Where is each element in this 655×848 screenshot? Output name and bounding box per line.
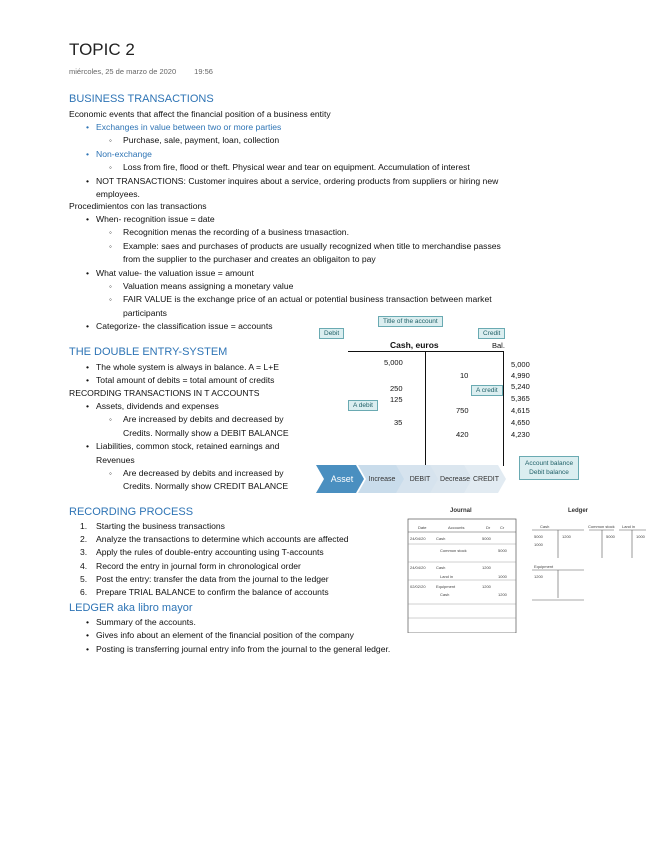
heading-ledger: LEDGER aka libro mayor bbox=[69, 602, 193, 614]
list-item: • Total amount of debits = total amount of credits bbox=[69, 374, 279, 387]
list-item: • Non-exchange bbox=[69, 148, 498, 161]
debit-entry: 35 bbox=[394, 418, 403, 427]
journal-cell: Cash bbox=[436, 536, 446, 541]
ledger-value: 5000 bbox=[606, 534, 615, 539]
recording-step: 3. Apply the rules of double-entry accounting using T-accounts bbox=[80, 547, 324, 558]
list-item-continued: Credits. Normally show CREDIT BALANCE bbox=[123, 481, 289, 492]
list-item-continued: Credits. Normally show a DEBIT BALANCE bbox=[123, 427, 289, 438]
running-balance: 4,230 bbox=[511, 430, 530, 439]
callout-account-balance-line1: Account balance bbox=[525, 460, 574, 467]
list-item: ◦ Recognition menas the recording of a business trnasaction. bbox=[69, 226, 501, 239]
heading-business-transactions: BUSINESS TRANSACTIONS bbox=[69, 93, 214, 105]
business-list bbox=[69, 121, 498, 201]
t-vertical-line bbox=[425, 351, 426, 466]
journal-cell: 5000 bbox=[498, 548, 507, 553]
list-item: ◦ Valuation means assigning a monetary value bbox=[69, 280, 501, 293]
recording-step: 1. Starting the business transactions bbox=[80, 521, 225, 531]
list-item: • The whole system is always in balance. A = L+E bbox=[69, 361, 279, 374]
recording-step-text: Apply the rules of double-entry accounting using T-accounts bbox=[96, 547, 324, 558]
flow-step-increase: Increase bbox=[368, 475, 396, 483]
procedures-label: Procedimientos con las transactions bbox=[69, 201, 207, 211]
callout-account-balance-line2: Debit balance bbox=[529, 469, 569, 476]
page-time: 19:56 bbox=[194, 67, 213, 76]
list-item: ◦ FAIR VALUE is the exchange price of an actual or potential business transaction between market bbox=[69, 293, 501, 306]
list-item: ◦ Are increased by debits and decreased by bbox=[69, 413, 289, 426]
page-meta bbox=[69, 67, 213, 76]
running-balance: 5,240 bbox=[511, 382, 530, 391]
list-item: • NOT TRANSACTIONS: Customer inquires about a service, ordering products from suppliers or hiring new bbox=[69, 175, 498, 188]
journal-cell: 02/02/20 bbox=[410, 584, 426, 589]
journal-cell: Land in bbox=[440, 574, 454, 579]
list-item: • Categorize- the classification issue = accounts bbox=[69, 320, 501, 333]
list-item-continued: Revenues bbox=[96, 454, 135, 465]
flow-step-decrease: Decrease bbox=[440, 475, 470, 483]
recording-step: 6. Prepare TRIAL BALANCE to confirm the balance of accounts bbox=[80, 587, 329, 598]
running-balance: 5,365 bbox=[511, 394, 530, 403]
recording-step-text: Post the entry: transfer the data from the journal to the ledger bbox=[96, 573, 329, 584]
journal-cell: 1200 bbox=[482, 584, 491, 589]
callout-title-of-account: Title of the account bbox=[378, 316, 443, 327]
list-item: • Assets, dividends and expenses bbox=[69, 400, 289, 413]
ledger-label: Ledger bbox=[568, 508, 589, 514]
heading-double-entry: THE DOUBLE ENTRY-SYSTEM bbox=[69, 346, 228, 358]
callout-debit: Debit bbox=[319, 328, 344, 339]
recording-step-text: Record the entry in journal form in chronological order bbox=[96, 560, 301, 571]
running-balance: 4,650 bbox=[511, 418, 530, 427]
ledger-value: 5000 bbox=[534, 534, 543, 539]
list-item: • What value- the valuation issue = amount bbox=[69, 267, 501, 280]
debit-credit-flow bbox=[316, 465, 506, 493]
list-item: • Posting is transferring journal entry info from the journal to the general ledger. bbox=[69, 643, 390, 656]
running-balance: 4,615 bbox=[511, 406, 530, 415]
list-item: ◦ Example: saes and purchases of products are usually recognized when title to merchandise passes bbox=[69, 240, 501, 253]
debit-entry: 250 bbox=[390, 384, 403, 393]
list-item: ◦ Purchase, sale, payment, loan, collection bbox=[69, 134, 498, 147]
recording-steps-list bbox=[69, 520, 349, 599]
list-item-continued: employees. bbox=[96, 189, 140, 200]
recording-step-text: Prepare TRIAL BALANCE to confirm the balance of accounts bbox=[96, 587, 329, 598]
ledger-value: 1200 bbox=[562, 534, 571, 539]
callout-a-debit: A debit bbox=[348, 400, 378, 411]
journal-label: Journal bbox=[450, 508, 472, 514]
ledger-value: 1000 bbox=[636, 534, 645, 539]
flow-step-asset: Asset bbox=[330, 474, 354, 484]
callout-a-credit: A credit bbox=[471, 385, 503, 396]
balance-label: Bal. bbox=[492, 341, 505, 350]
page-date: miércoles, 25 de marzo de 2020 bbox=[69, 67, 177, 76]
credit-entry: 750 bbox=[456, 406, 469, 415]
journal-col-cr: Cr bbox=[500, 525, 505, 530]
list-item-continued: participants bbox=[123, 307, 167, 318]
ledger-account-head: Equipment bbox=[534, 564, 554, 569]
journal-col-dr: Dr bbox=[486, 525, 491, 530]
recording-step: 2. Analyze the transactions to determine which accounts are affected bbox=[80, 534, 349, 545]
list-item-continued: from the supplier to the purchaser and creates an obligaiton to pay bbox=[123, 254, 376, 265]
balance-column-line bbox=[503, 351, 504, 466]
journal-cell: 1200 bbox=[482, 565, 491, 570]
journal-cell: 24/04/20 bbox=[410, 536, 426, 541]
t-accounts-list bbox=[69, 400, 289, 494]
account-name: Cash, euros bbox=[390, 340, 439, 350]
callout-account-balance bbox=[519, 456, 579, 480]
list-item: • When- recognition issue = date bbox=[69, 213, 501, 226]
list-item: • Summary of the accounts. bbox=[69, 616, 390, 629]
list-item: • Liabilities, common stock, retained earnings and bbox=[69, 440, 289, 453]
journal-cell: 1200 bbox=[498, 592, 507, 597]
ledger-account-head: Common stock bbox=[588, 524, 615, 529]
journal-cell: 24/04/20 bbox=[410, 565, 426, 570]
flow-step-debit: DEBIT bbox=[409, 475, 431, 483]
ledger-account-head: Land in bbox=[622, 524, 636, 529]
recording-t-accounts-label: RECORDING TRANSACTIONS IN T ACCOUNTS bbox=[69, 388, 260, 398]
debit-entry: 5,000 bbox=[384, 358, 403, 367]
recording-step: 5. Post the entry: transfer the data from the journal to the ledger bbox=[80, 573, 329, 584]
journal-cell: Cash bbox=[440, 592, 450, 597]
journal-cell: Common stock bbox=[440, 548, 467, 553]
journal-ledger-image bbox=[404, 508, 649, 633]
business-intro: Economic events that affect the financial position of a business entity bbox=[69, 109, 331, 119]
journal-col-accounts: Accounts bbox=[448, 525, 465, 530]
ledger-list bbox=[69, 616, 390, 656]
heading-recording-process: RECORDING PROCESS bbox=[69, 506, 194, 518]
recording-step-text: Starting the business transactions bbox=[96, 521, 225, 531]
journal-cell: 5000 bbox=[482, 536, 491, 541]
ledger-value: 1000 bbox=[534, 542, 543, 547]
page-title: TOPIC 2 bbox=[69, 40, 135, 59]
ledger-account-head: Cash bbox=[540, 524, 550, 529]
journal-col-date: Date bbox=[418, 525, 427, 530]
ledger-value: 1200 bbox=[534, 574, 543, 579]
flow-step-credit: CREDIT bbox=[472, 475, 500, 483]
debit-entry: 125 bbox=[390, 395, 403, 404]
journal-cell: 1000 bbox=[498, 574, 507, 579]
list-item: • Gives info about an element of the financial position of the company bbox=[69, 629, 390, 642]
recording-step-text: Analyze the transactions to determine which accounts are affected bbox=[96, 534, 349, 545]
list-item: ◦ Loss from fire, flood or theft. Physical wear and tear on equipment. Accumulation of interest bbox=[69, 161, 498, 174]
recording-step: 4. Record the entry in journal form in chronological order bbox=[80, 560, 301, 571]
list-item: • Exchanges in value between two or more parties bbox=[69, 121, 498, 134]
credit-entry: 10 bbox=[460, 371, 469, 380]
running-balance: 5,000 bbox=[511, 360, 530, 369]
double-entry-list bbox=[69, 361, 279, 388]
callout-credit: Credit bbox=[478, 328, 505, 339]
list-item: ◦ Are decreased by debits and increased by bbox=[69, 467, 289, 480]
journal-cell: Equipment bbox=[436, 584, 456, 589]
running-balance: 4,990 bbox=[511, 371, 530, 380]
journal-cell: Cash bbox=[436, 565, 446, 570]
credit-entry: 420 bbox=[456, 430, 469, 439]
